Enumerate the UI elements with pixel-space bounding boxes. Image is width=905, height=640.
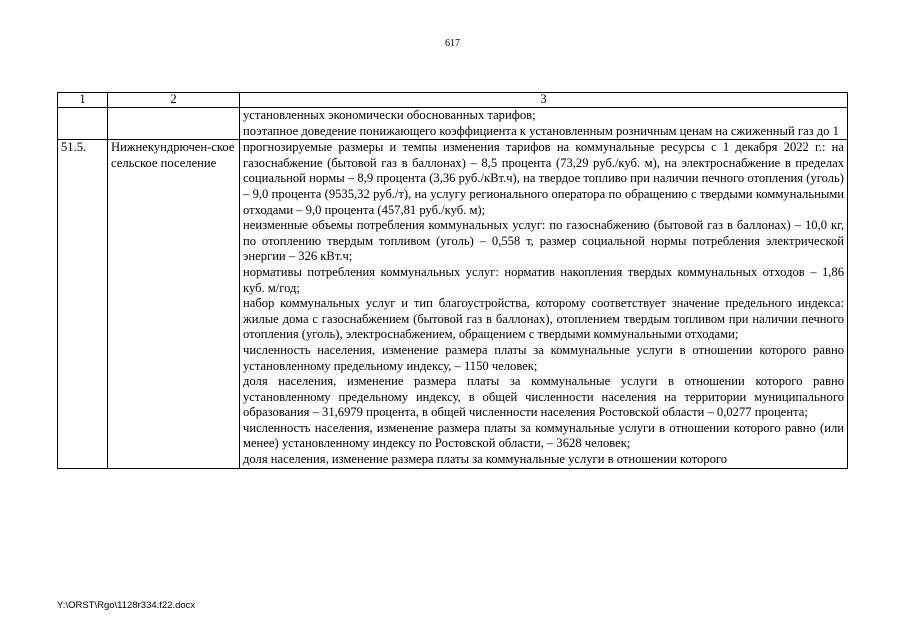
column-header-2: 2 — [108, 93, 240, 108]
header-row — [58, 93, 848, 108]
table-row — [58, 140, 848, 468]
row-paragraph: набор коммунальных услуг и тип благоустройства, которому соответствует значение предельного индекса: жилые дома с газоснабжением (бытовой газ в баллонах), отоплением твердым топливом при наличии печного отопления (уголь), электроснабжением, обращением с твердыми коммунальными отходами; — [243, 296, 844, 342]
file-path-footer: Y:\ORST\Rgo\1128r334.f22.docx — [57, 600, 196, 611]
row-paragraph: доля населения, изменение размера платы за коммунальные услуги в отношении которого — [243, 452, 728, 467]
settlement-name: Нижнекундрючен-ское сельское поселение — [108, 140, 240, 468]
row-text-cell — [240, 140, 848, 468]
column-header-1: 1 — [58, 93, 108, 108]
continuation-row — [58, 108, 848, 140]
row-paragraph: численность населения, изменение размера платы за коммунальные услуги в отношении которого равно (или менее) установленному индексу по Ростовской области, – 3628 человек; — [243, 420, 844, 451]
continuation-text-cell — [240, 108, 848, 140]
row-paragraph: доля населения, изменение размера платы за коммунальные услуги в отношении которого равно установленному предельному индексу, в общей численности населения на территории муниципального образования – 31,6979 процента, в общей численности населения Ростовской области – 0,0277 процента; — [243, 374, 844, 420]
row-paragraph: неизменные объемы потребления коммунальных услуг: по газоснабжению (бытовой газ в баллонах) – 10,0 кг, по отоплению твердым топливом (уголь) – 0,558 т, размер социальной нормы потребления электрической энергии – 326 кВт.ч; — [243, 218, 844, 264]
row-paragraph: прогнозируемые размеры и темпы изменения тарифов на коммунальные ресурсы с 1 декабря 2022 г.: на газоснабжение (бытовой газ в баллонах) – 8,5 процента (73,29 руб./куб. м), на электроснабжение в пределах социальной нормы – 8,9 процента (3,36 руб./кВт.ч), на твердое топливо при наличии печного отопления (уголь) – 9,0 процента (9535,32 руб./т), на услугу регионального оператора по обращению с твердыми коммунальными отходами – 9,0 процента (457,81 руб./куб. м); — [243, 140, 844, 217]
row-paragraph: нормативы потребления коммунальных услуг: норматив накопления твердых коммунальных отходов – 1,86 куб. м/год; — [243, 264, 844, 295]
page-number: 617 — [445, 38, 460, 49]
row-number: 51.5. — [58, 140, 108, 468]
column-header-3: 3 — [240, 93, 848, 108]
continuation-name-cell — [108, 108, 240, 140]
row-paragraph: численность населения, изменение размера платы за коммунальные услуги в отношении которого равно установленному предельному индексу, – 1150 человек; — [243, 342, 844, 373]
continuation-paragraph: поэтапное доведение понижающего коэффициента к установленным розничным ценам на сжиженный газ до 1 — [243, 123, 839, 138]
continuation-paragraph: установленных экономически обоснованных тарифов; — [243, 108, 536, 122]
document-table — [57, 92, 848, 469]
continuation-number-cell — [58, 108, 108, 140]
